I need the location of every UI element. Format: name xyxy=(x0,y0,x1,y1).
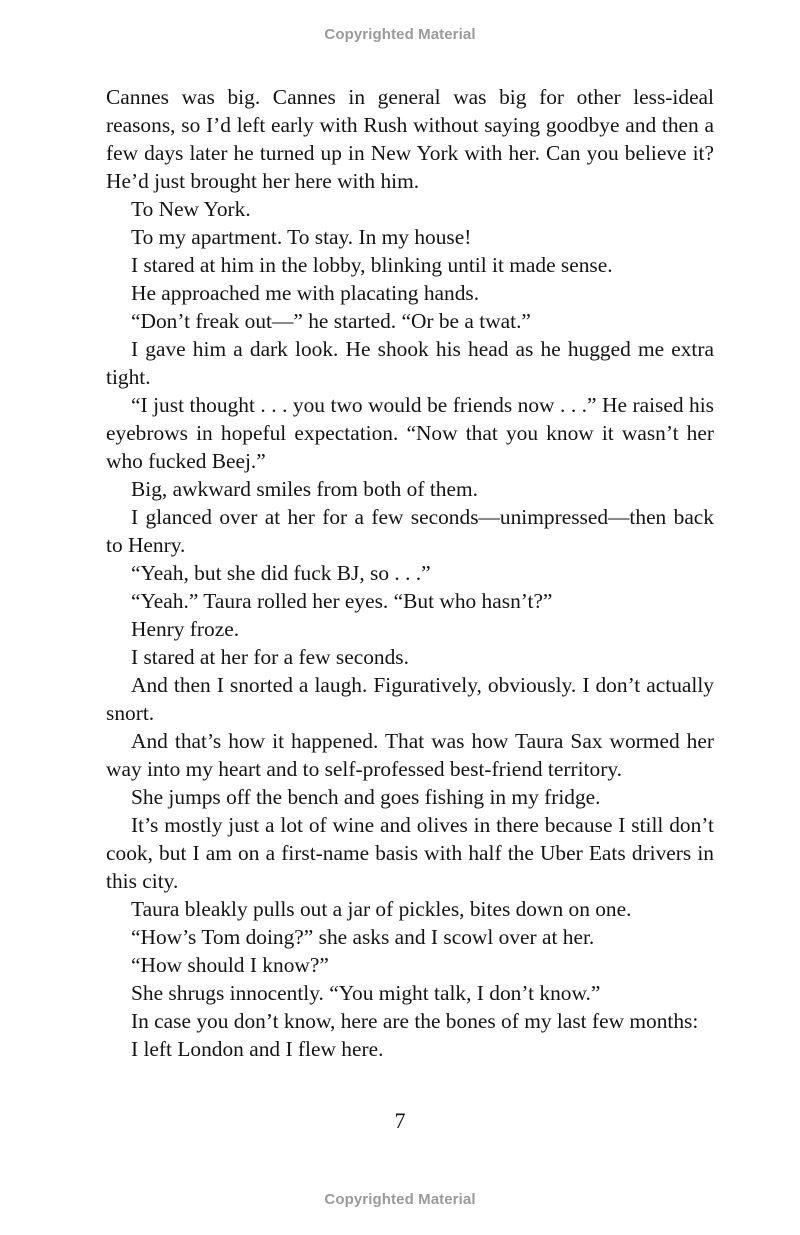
paragraph: “I just thought . . . you two would be friends now . . .” He raised his eyebrows in hopeful expectation. “Now that you know it wasn’t her who fucked Beej.” xyxy=(106,393,714,473)
paragraph: I left London and I flew here. xyxy=(131,1037,384,1061)
paragraph: And that’s how it happened. That was how Taura Sax wormed her way into my heart and to self-professed best-friend territory. xyxy=(106,729,714,781)
paragraph: In case you don’t know, here are the bones of my last few months: xyxy=(131,1009,699,1033)
paragraph: Cannes was big. Cannes in general was big for other less-ideal reasons, so I’d left early with Rush without saying goodbye and then a few days later he turned up in New York with her. Can you believe it? He’d just brought her here with him. xyxy=(106,85,714,193)
paragraph: “Yeah, but she did fuck BJ, so . . .” xyxy=(131,561,431,585)
paragraph: I gave him a dark look. He shook his head as he hugged me extra tight. xyxy=(106,337,714,389)
paragraph: He approached me with placating hands. xyxy=(131,281,480,305)
copyright-watermark-bottom: Copyrighted Material xyxy=(324,1191,476,1208)
paragraph: Henry froze. xyxy=(131,617,240,641)
paragraph: She shrugs innocently. “You might talk, I don’t know.” xyxy=(131,981,601,1005)
paragraph: Taura bleakly pulls out a jar of pickles, bites down on one. xyxy=(131,897,632,921)
paragraph: She jumps off the bench and goes fishing in my fridge. xyxy=(131,785,601,809)
copyright-watermark-top: Copyrighted Material xyxy=(324,26,476,43)
paragraph: “How should I know?” xyxy=(131,953,329,977)
paragraph: I glanced over at her for a few seconds—unimpressed—then back to Henry. xyxy=(106,505,714,557)
paragraph: To my apartment. To stay. In my house! xyxy=(131,225,472,249)
paragraph: I stared at her for a few seconds. xyxy=(131,645,409,669)
paragraph: I stared at him in the lobby, blinking until it made sense. xyxy=(131,253,613,277)
body-text xyxy=(106,83,714,1063)
paragraph: “Yeah.” Taura rolled her eyes. “But who hasn’t?” xyxy=(131,589,553,613)
paragraph: To New York. xyxy=(131,197,251,221)
paragraph: And then I snorted a laugh. Figuratively, obviously. I don’t actually snort. xyxy=(106,673,714,725)
paragraph: “How’s Tom doing?” she asks and I scowl over at her. xyxy=(131,925,595,949)
paragraph: It’s mostly just a lot of wine and olives in there because I still don’t cook, but I am on a first-name basis with half the Uber Eats drivers in this city. xyxy=(106,813,714,893)
paragraph: “Don’t freak out—” he started. “Or be a twat.” xyxy=(131,309,531,333)
paragraph: Big, awkward smiles from both of them. xyxy=(131,477,478,501)
page-number: 7 xyxy=(394,1108,406,1133)
